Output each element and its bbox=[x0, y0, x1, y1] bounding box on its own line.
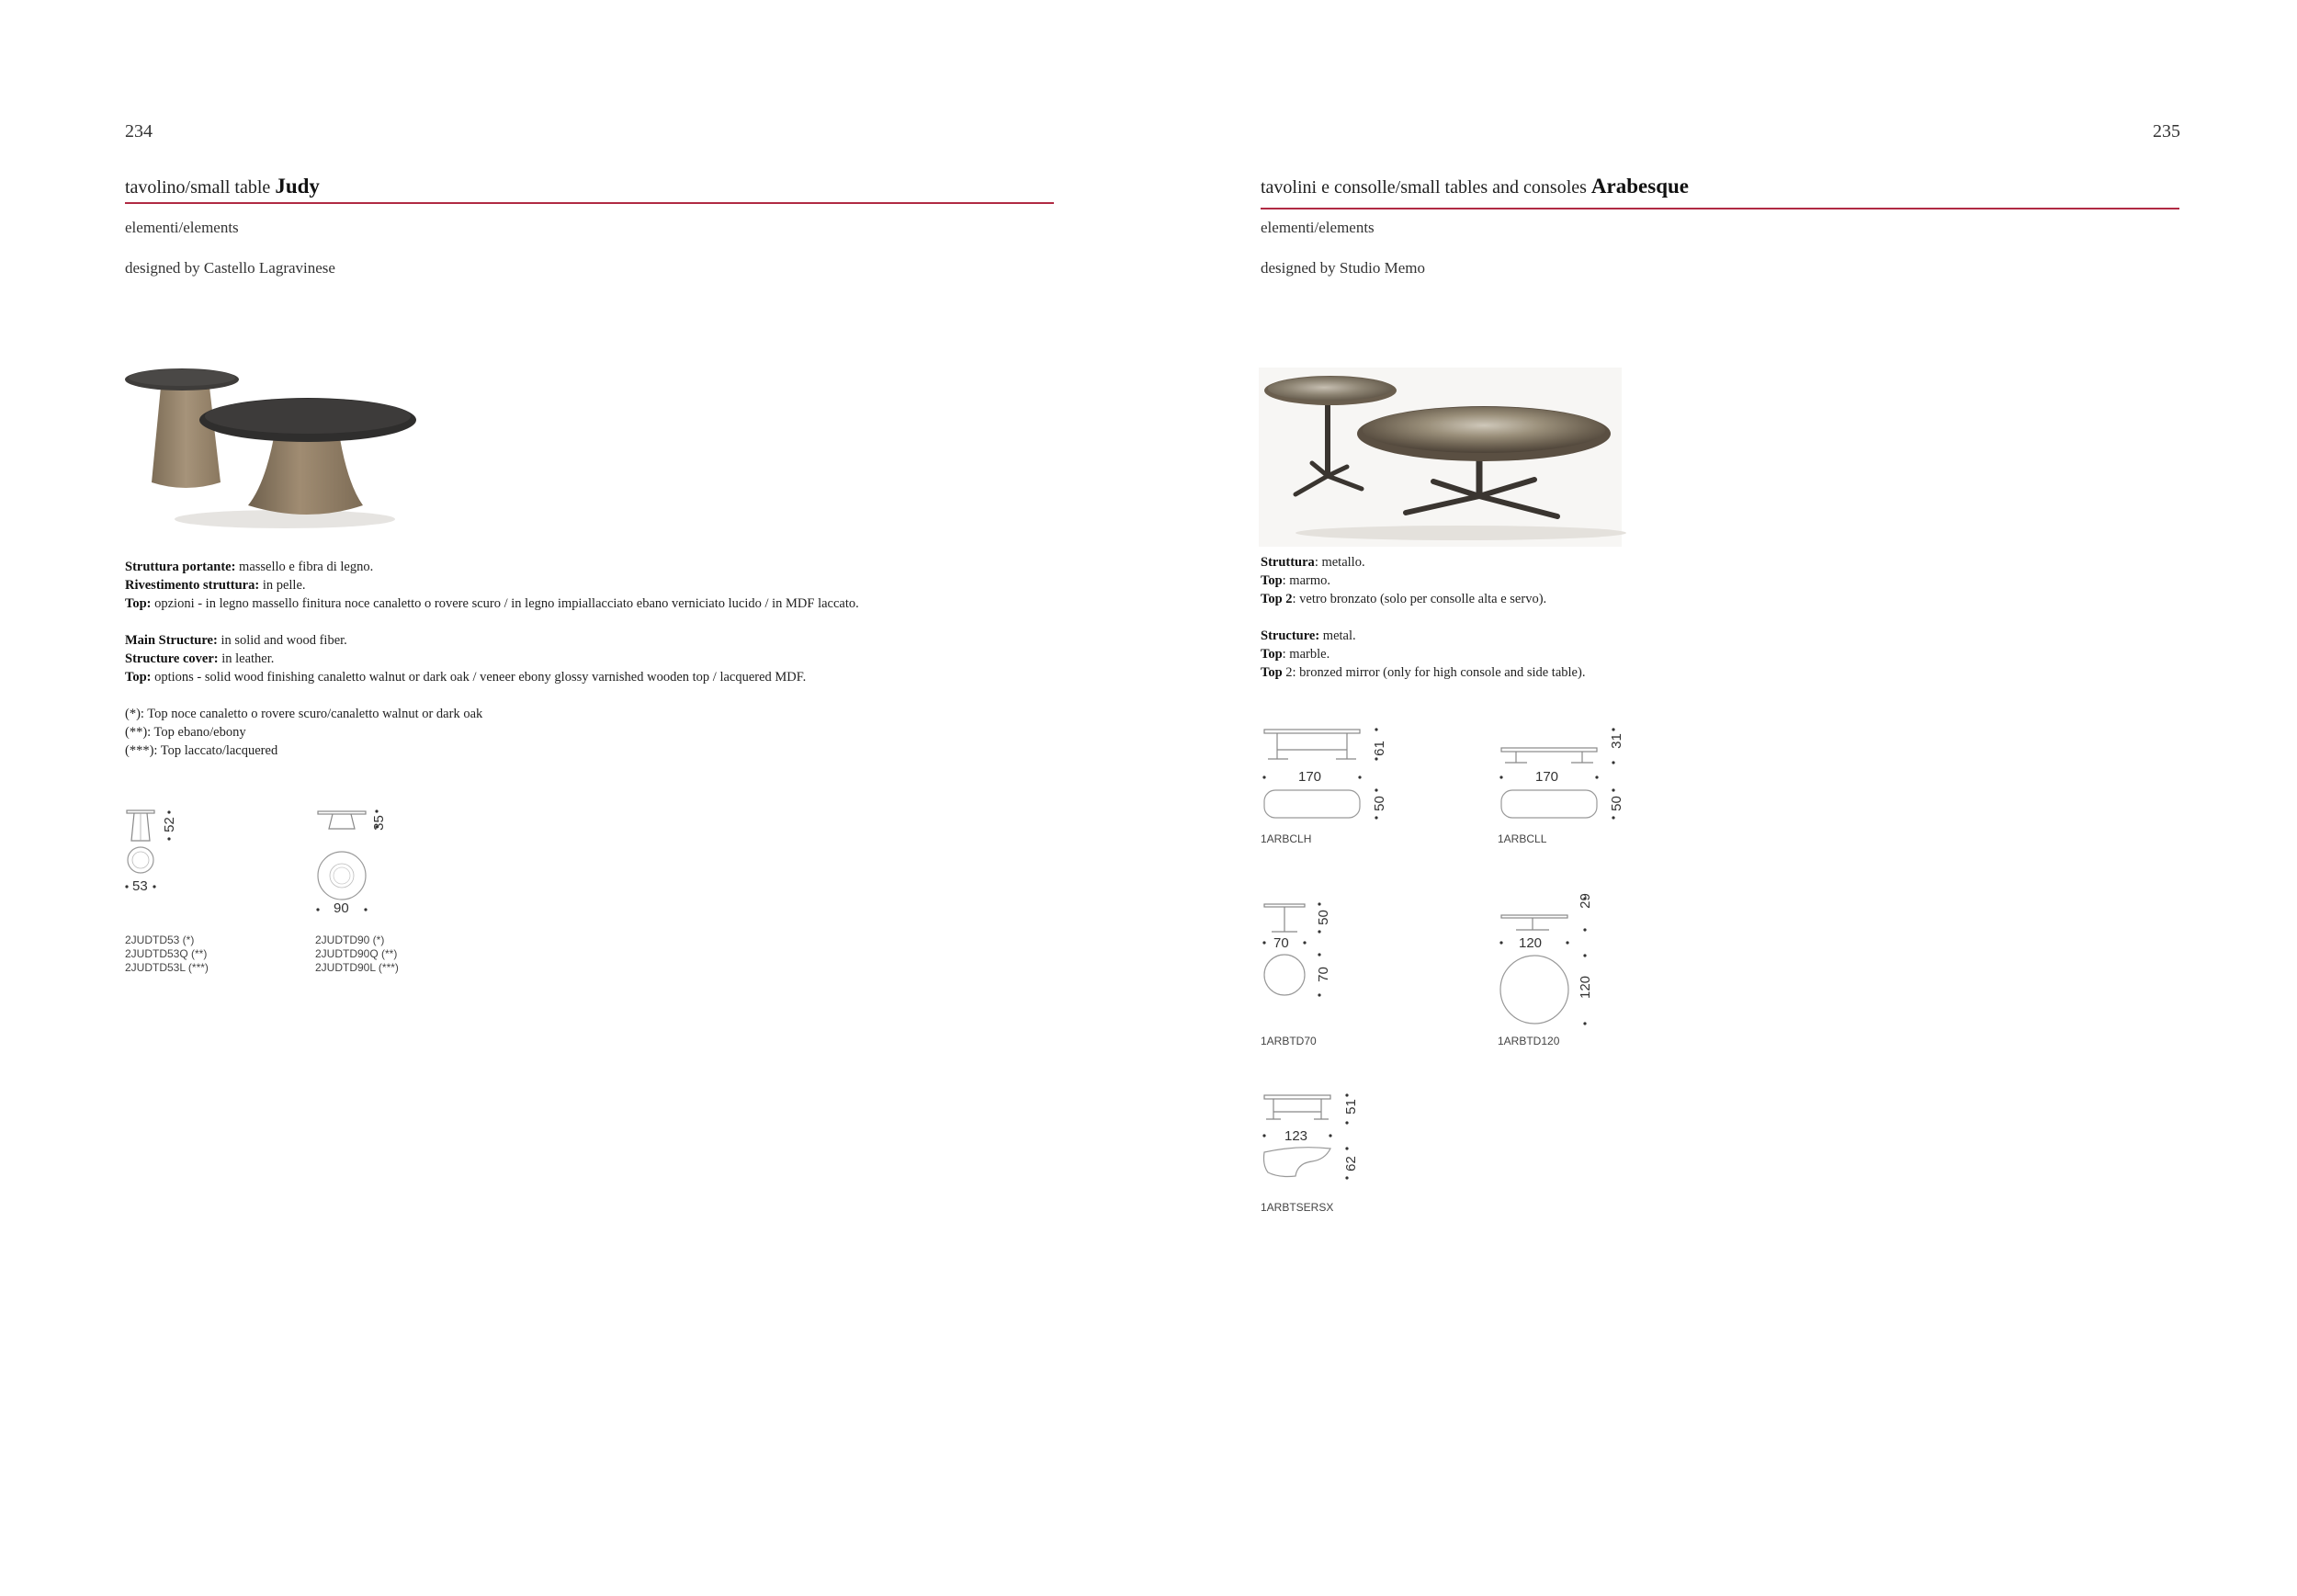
product-code: 2JUDTD90L (***) bbox=[315, 961, 399, 974]
spec-label: Top bbox=[1261, 647, 1283, 662]
spec-line bbox=[125, 558, 859, 576]
code-list bbox=[315, 934, 399, 975]
product-code: 2JUDTD90 (*) bbox=[315, 934, 385, 946]
spec-text: : marble. bbox=[1282, 647, 1330, 662]
spec-label: Structure cover: bbox=[125, 651, 219, 666]
product-code: 1ARBCLH bbox=[1261, 832, 1312, 845]
title-product-name: Judy bbox=[275, 175, 320, 198]
product-code: 2JUDTD90Q (**) bbox=[315, 947, 398, 960]
title-rule-left bbox=[125, 202, 1054, 204]
note-line: (**): Top ebano/ebony bbox=[125, 725, 246, 740]
title-prefix: tavolini e consolle/small tables and consoles bbox=[1261, 177, 1587, 198]
spec-line bbox=[125, 668, 859, 686]
product-code: 2JUDTD53L (***) bbox=[125, 961, 209, 974]
arabesque-product-photo bbox=[1259, 368, 1622, 547]
spec-text: : metallo. bbox=[1314, 555, 1365, 570]
spec-italian-left bbox=[125, 558, 859, 760]
dim-height: 61 bbox=[1371, 741, 1387, 756]
spec-line bbox=[125, 631, 859, 650]
spec-text: in leather. bbox=[218, 651, 275, 666]
spec-line bbox=[1261, 590, 1585, 608]
product-code: 1ARBTSERSX bbox=[1261, 1201, 1334, 1214]
title-product-name: Arabesque bbox=[1590, 175, 1689, 198]
note-line: (***): Top laccato/lacquered bbox=[125, 743, 278, 758]
dim-depth: 120 bbox=[1578, 975, 1594, 1000]
dim-height: 29 bbox=[1577, 893, 1593, 909]
spec-label: Top bbox=[1261, 665, 1283, 680]
spec-label: Struttura bbox=[1261, 555, 1315, 570]
title-rule-right bbox=[1261, 208, 2179, 209]
dim-height: 31 bbox=[1608, 733, 1624, 749]
dim-depth: 50 bbox=[1608, 796, 1624, 811]
dim-width: 90 bbox=[334, 900, 349, 916]
arbtd120-drawing bbox=[1498, 891, 1608, 1029]
spec-label: Main Structure: bbox=[125, 633, 218, 648]
spec-text: metal. bbox=[1319, 628, 1356, 643]
spec-text: : vetro bronzato (solo per consolle alta e servo). bbox=[1292, 592, 1547, 606]
judy-product-photo bbox=[119, 363, 423, 533]
spec-line bbox=[1261, 572, 1585, 590]
spec-label: Top bbox=[1261, 573, 1283, 588]
product-code: 1ARBTD120 bbox=[1498, 1035, 1560, 1047]
dim-width: 123 bbox=[1284, 1128, 1308, 1144]
dim-height: 51 bbox=[1342, 1099, 1359, 1115]
dim-height: 52 bbox=[161, 817, 177, 832]
dim-width: 170 bbox=[1298, 769, 1322, 785]
dim-height: 50 bbox=[1315, 910, 1331, 925]
spec-line bbox=[1261, 663, 1585, 682]
spec-line bbox=[1261, 553, 1585, 572]
spec-label: Struttura portante: bbox=[125, 560, 236, 574]
spec-line bbox=[125, 594, 859, 613]
spec-text: in solid and wood fiber. bbox=[217, 633, 347, 648]
spec-text: massello e fibra di legno. bbox=[235, 560, 374, 574]
spec-italian-right bbox=[1261, 553, 1585, 682]
dim-depth: 70 bbox=[1315, 967, 1331, 982]
dim-width: 120 bbox=[1519, 935, 1543, 951]
title-prefix: tavolino/small table bbox=[125, 177, 271, 198]
spec-text: 2: bronzed mirror (only for high console and side table). bbox=[1282, 665, 1586, 680]
page-title-right bbox=[1261, 175, 1689, 198]
page-number-left: 234 bbox=[125, 121, 153, 141]
page-title-left bbox=[125, 175, 320, 198]
spec-text: options - solid wood finishing canaletto walnut or dark oak / veneer ebony glossy varnished wooden top / lacquered MDF. bbox=[151, 670, 807, 685]
spec-line bbox=[1261, 627, 1585, 645]
dim-height: 35 bbox=[370, 815, 387, 831]
product-code: 2JUDTD53 (*) bbox=[125, 934, 195, 946]
spec-label: Top 2 bbox=[1261, 592, 1293, 606]
spec-label: Structure: bbox=[1261, 628, 1320, 643]
code-list bbox=[125, 934, 209, 975]
dim-width: 53 bbox=[132, 878, 148, 894]
product-code: 2JUDTD53Q (**) bbox=[125, 947, 208, 960]
spec-label: Rivestimento struttura: bbox=[125, 578, 260, 593]
spec-text: opzioni - in legno massello finitura noce canaletto o rovere scuro / in legno impiallacciato ebano verniciato lucido / in MDF laccato. bbox=[151, 596, 859, 611]
dim-depth: 62 bbox=[1342, 1156, 1359, 1172]
subtitle-left: elementi/elements bbox=[125, 219, 239, 236]
spec-label: Top: bbox=[125, 596, 152, 611]
dim-width: 170 bbox=[1535, 769, 1559, 785]
spec-line bbox=[125, 650, 859, 668]
page-number-right: 235 bbox=[2153, 121, 2180, 141]
spec-label: Top: bbox=[125, 670, 152, 685]
spec-line bbox=[1261, 645, 1585, 663]
spec-text: in pelle. bbox=[259, 578, 306, 593]
subtitle-right: elementi/elements bbox=[1261, 219, 1375, 236]
product-code: 1ARBTD70 bbox=[1261, 1035, 1317, 1047]
product-code: 1ARBCLL bbox=[1498, 832, 1547, 845]
designer-left: designed by Castello Lagravinese bbox=[125, 259, 335, 277]
spec-line bbox=[125, 576, 859, 594]
dim-width: 70 bbox=[1273, 935, 1289, 951]
dim-depth: 50 bbox=[1371, 796, 1387, 811]
note-line: (*): Top noce canaletto o rovere scuro/canaletto walnut or dark oak bbox=[125, 707, 483, 721]
designer-right: designed by Studio Memo bbox=[1261, 259, 1425, 277]
spec-text: : marmo. bbox=[1282, 573, 1331, 588]
